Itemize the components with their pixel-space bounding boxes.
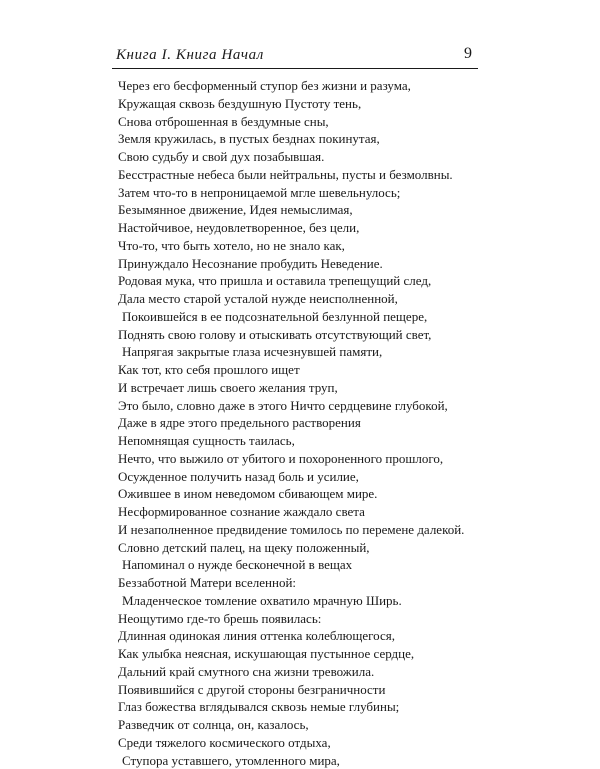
poem-line: Среди тяжелого космического отдыха, [118,734,488,752]
poem-line: Разведчик от солнца, он, казалось, [118,716,488,734]
poem-line: Безымянное движение, Идея немыслимая, [118,201,488,219]
poem-line: Как тот, кто себя прошлого ищет [118,361,488,379]
poem-line: Настойчивое, неудовлетворенное, без цели, [118,219,488,237]
poem-line: Поднять свою голову и отыскивать отсутствующий свет, [118,326,488,344]
poem-line: Земля кружилась, в пустых безднах покинутая, [118,130,488,148]
poem-line: Свою судьбу и свой дух позабывшая. [118,148,488,166]
poem-text [118,77,488,769]
poem-line: Осужденное получить назад боль и усилие, [118,468,488,486]
poem-line: Напоминал о нужде бесконечной в вещах [118,556,488,574]
poem-line: Длинная одинокая линия оттенка колеблющегося, [118,627,488,645]
poem-line: Бесстрастные небеса были нейтральны, пусты и безмолвны. [118,166,488,184]
poem-line: Нечто, что выжило от убитого и похороненного прошлого, [118,450,488,468]
poem-line: Даже в ядре этого предельного растворения [118,414,488,432]
poem-line: Покоившейся в ее подсознательной безлунной пещере, [118,308,488,326]
poem-line: Родовая мука, что пришла и оставила трепещущий след, [118,272,488,290]
poem-line: Напрягая закрытые глаза исчезнувшей памяти, [118,343,488,361]
poem-line: Через его бесформенный ступор без жизни и разума, [118,77,488,95]
poem-line: Затем что-то в непроницаемой мгле шевельнулось; [118,184,488,202]
poem-line: Ожившее в ином неведомом сбивающем мире. [118,485,488,503]
poem-line: Появившийся с другой стороны безграничности [118,681,488,699]
poem-line: И незаполненное предвидение томилось по перемене далекой. [118,521,488,539]
poem-line: Как улыбка неясная, искушающая пустынное сердце, [118,645,488,663]
header-title: Книга I. Книга Начал [116,47,264,64]
poem-line: И встречает лишь своего желания труп, [118,379,488,397]
running-header [112,44,478,69]
poem-line: Несформированное сознание жаждало света [118,503,488,521]
poem-line: Ступора уставшего, утомленного мира, [118,752,488,769]
poem-line: Непомнящая сущность таилась, [118,432,488,450]
poem-line: Младенческое томление охватило мрачную Ширь. [118,592,488,610]
poem-line: Снова отброшенная в бездумные сны, [118,113,488,131]
poem-line: Дальний край смутного сна жизни тревожила. [118,663,488,681]
poem-line: Беззаботной Матери вселенной: [118,574,488,592]
poem-line: Что-то, что быть хотело, но не знало как, [118,237,488,255]
poem-line: Словно детский палец, на щеку положенный, [118,539,488,557]
poem-line: Дала место старой усталой нужде неисполненной, [118,290,488,308]
poem-line: Кружащая сквозь бездушную Пустоту тень, [118,95,488,113]
poem-line: Глаз божества вглядывался сквозь немые глубины; [118,698,488,716]
poem-line: Принуждало Несознание пробудить Неведение. [118,255,488,273]
page-number: 9 [464,45,472,63]
poem-line: Это было, словно даже в этого Ничто сердцевине глубокой, [118,397,488,415]
poem-line: Неощутимо где-то брешь появилась: [118,610,488,628]
